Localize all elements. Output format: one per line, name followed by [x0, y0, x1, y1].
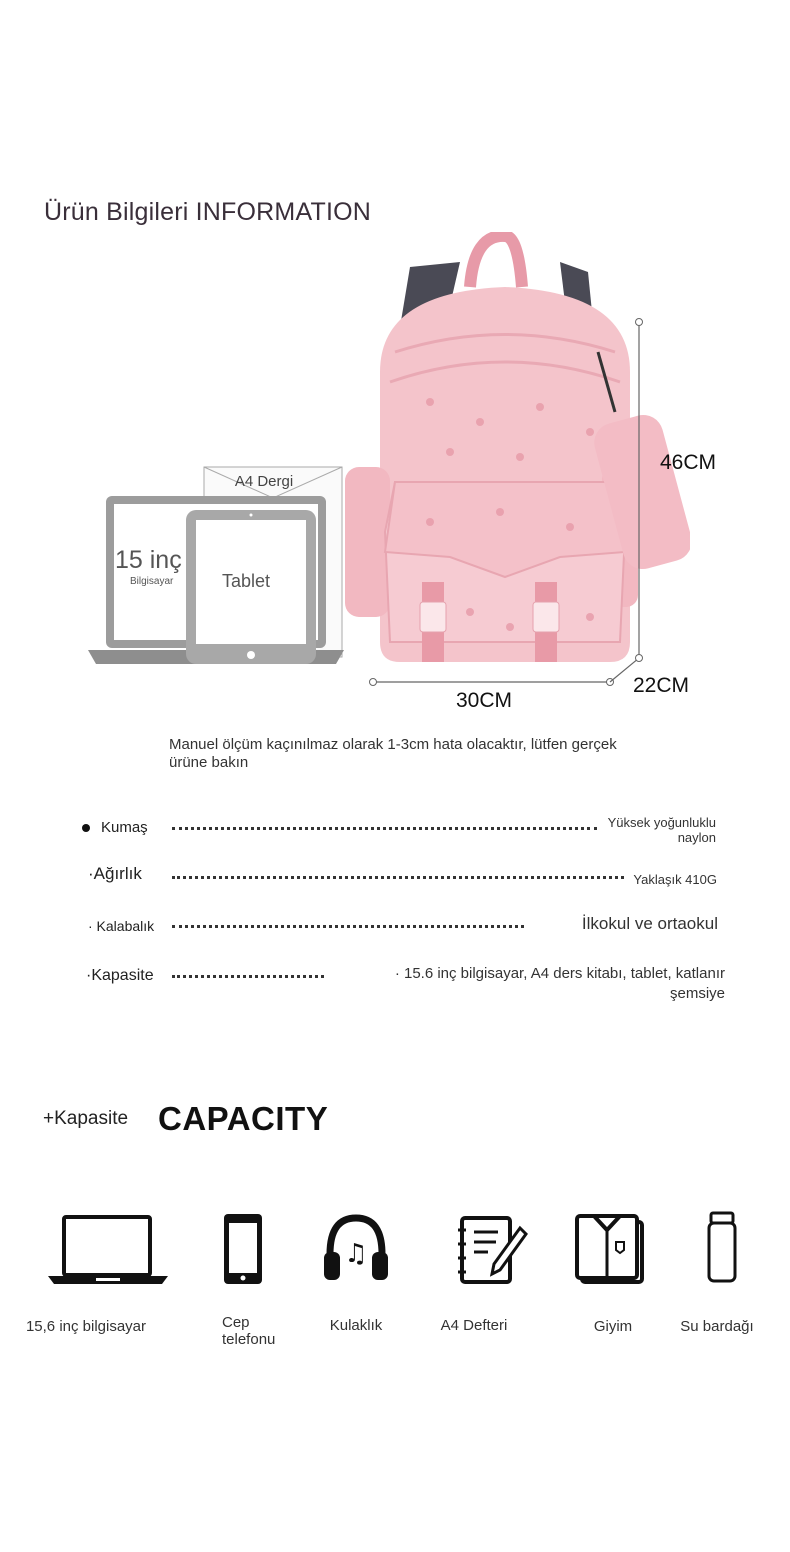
spec-label-capacity: ·Kapasite	[86, 967, 154, 984]
spec-leader-dots	[172, 876, 624, 879]
capacity-label-bottle: Su bardağı	[680, 1318, 754, 1335]
spec-leader-dots	[172, 975, 324, 978]
spec-label-weight: ·Ağırlık	[88, 864, 142, 883]
spec-value-audience: İlkokul ve ortaokul	[581, 914, 718, 933]
capacity-label-phone: Cep telefonu	[222, 1314, 276, 1348]
spec-value-fabric: Yüksek yoğunluklu naylon	[607, 815, 716, 845]
spec-leader-dots	[172, 925, 524, 928]
capacity-label-notebook: A4 Defteri	[440, 1317, 508, 1334]
spec-value-capacity: · 15.6 inç bilgisayar, A4 ders kitabı, tablet, katlanır şemsiye	[394, 965, 725, 1002]
laptop-icon	[46, 1214, 170, 1286]
phone-icon	[222, 1212, 264, 1286]
bottle-icon	[706, 1210, 738, 1284]
width-dimension: 30CM	[456, 689, 513, 712]
tablet-label: Tablet	[222, 571, 271, 591]
headphones-icon	[320, 1212, 392, 1284]
dimension-lines	[360, 310, 660, 700]
capacity-heading-small: +Kapasite	[43, 1108, 129, 1129]
spec-value-weight: Yaklaşık 410G	[633, 872, 717, 887]
svg-text:♫: ♫	[344, 1239, 368, 1269]
notebook-icon	[456, 1214, 528, 1286]
clothing-icon	[574, 1212, 646, 1286]
capacity-label-laptop: 15,6 inç bilgisayar	[25, 1318, 147, 1335]
laptop-sub-label: Bilgisayar	[130, 576, 174, 587]
capacity-label-clothing: Giyim	[593, 1318, 633, 1335]
spec-leader-dots	[172, 827, 597, 830]
depth-dimension: 22CM	[633, 674, 690, 697]
bullet-icon	[82, 824, 90, 832]
info-title: Ürün Bilgileri INFORMATION	[44, 198, 371, 226]
spec-label-fabric: Kumaş	[101, 819, 148, 836]
spec-label-audience: · Kalabalık	[88, 918, 155, 934]
capacity-label-headphones: Kulaklık	[329, 1317, 383, 1334]
magazine-label: A4 Dergi	[234, 473, 294, 490]
laptop-size-label: 15 inç	[115, 546, 182, 574]
measurement-note: Manuel ölçüm kaçınılmaz olarak 1-3cm hata olacaktır, lütfen gerçek ürüne bakın	[169, 736, 617, 771]
height-dimension: 46CM	[660, 451, 717, 474]
capacity-heading: CAPACITY	[158, 1100, 329, 1137]
